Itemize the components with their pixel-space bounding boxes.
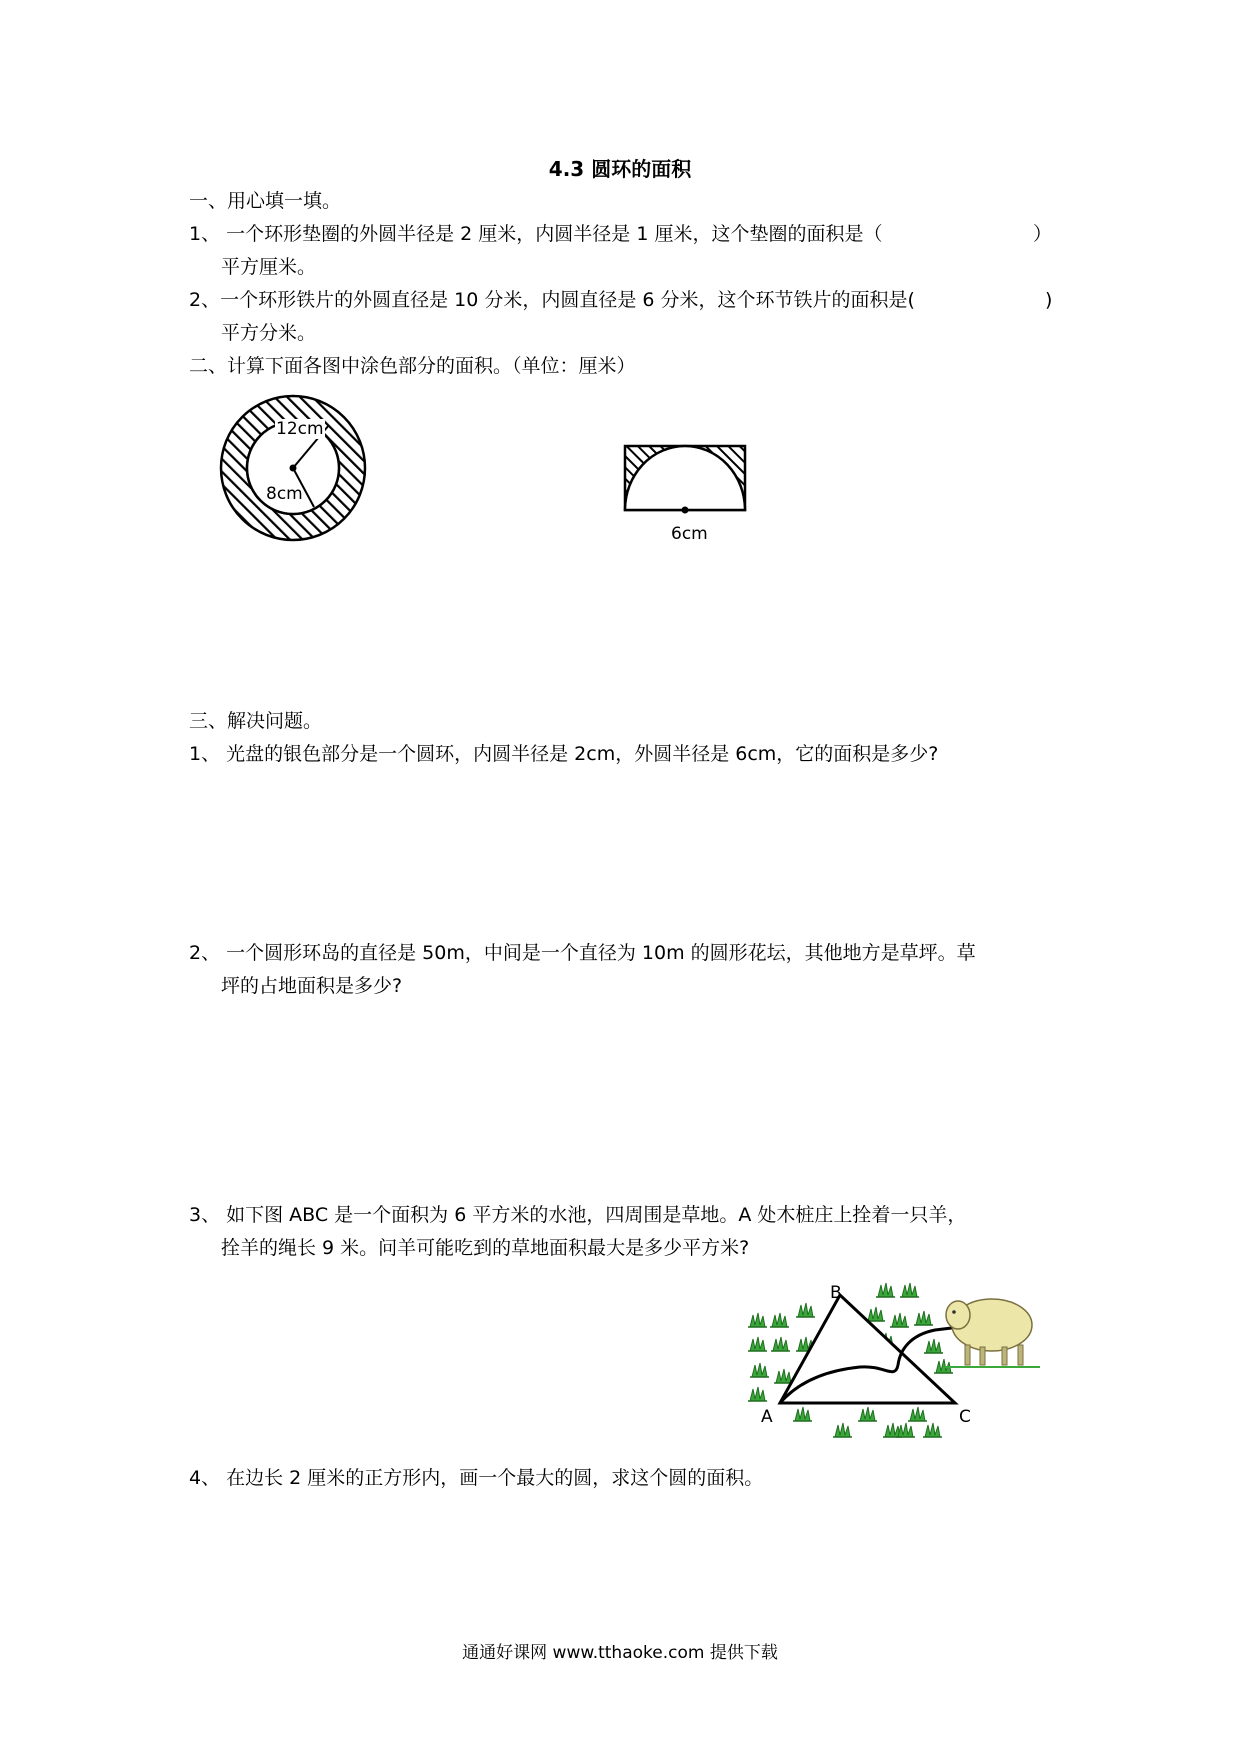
s3-q2-line1: 2、 一个圆形环岛的直径是 50m，中间是一个直径为 10m 的圆形花坛，其他地方是草坪。草	[189, 942, 976, 964]
s1-q1-line2: 平方厘米。	[221, 256, 317, 278]
s3-q3-line1: 3、 如下图 ABC 是一个面积为 6 平方米的水池，四周围是草地。A 处木桩庄上拴着一只羊，	[189, 1204, 967, 1226]
inner-radius-label: 8cm	[266, 484, 303, 504]
s3-q4-text: 4、 在边长 2 厘米的正方形内，画一个最大的圆，求这个圆的面积。	[189, 1467, 764, 1489]
section1-heading: 一、用心填一填。	[189, 190, 342, 212]
page-title: 4.3 圆环的面积	[548, 157, 692, 181]
s3-q2-line2: 坪的占地面积是多少?	[221, 975, 403, 997]
semicircle-rect-figure	[623, 444, 747, 514]
vertex-a-label: A	[761, 1407, 773, 1427]
section3-heading: 三、解决问题。	[189, 710, 323, 732]
pond-sheep-figure	[740, 1275, 1040, 1445]
s1-q2-line2: 平方分米。	[221, 322, 317, 344]
s1-q1-line1: 1、 一个环形垫圈的外圆半径是 2 厘米，内圆半径是 1 厘米，这个垫圈的面积是（	[189, 223, 883, 245]
annulus-figure	[218, 393, 368, 543]
footer: 通通好课网 www.tthaoke.com 提供下载	[462, 1643, 778, 1663]
center-dot	[290, 465, 297, 472]
section2-heading: 二、计算下面各图中涂色部分的面积。（单位：厘米）	[189, 355, 636, 377]
base-label: 6cm	[671, 524, 708, 544]
vertex-c-label: C	[959, 1407, 971, 1427]
sheep	[945, 1299, 1040, 1367]
s1-q1-blank-close: ）	[1033, 223, 1053, 245]
s3-q3-line2: 拴羊的绳长 9 米。问羊可能吃到的草地面积最大是多少平方米?	[221, 1237, 750, 1259]
s1-q2-line1: 2、一个环形铁片的外圆直径是 10 分米，内圆直径是 6 分米，这个环节铁片的面积是(	[189, 289, 915, 311]
vertex-b-label: B	[830, 1283, 842, 1303]
s1-q2-blank-close: )	[1045, 289, 1053, 311]
semicircle-center-dot	[682, 507, 689, 514]
s3-q1-text: 1、 光盘的银色部分是一个圆环，内圆半径是 2cm，外圆半径是 6cm，它的面积是多少?	[189, 743, 939, 765]
outer-radius-label: 12cm	[276, 419, 324, 439]
